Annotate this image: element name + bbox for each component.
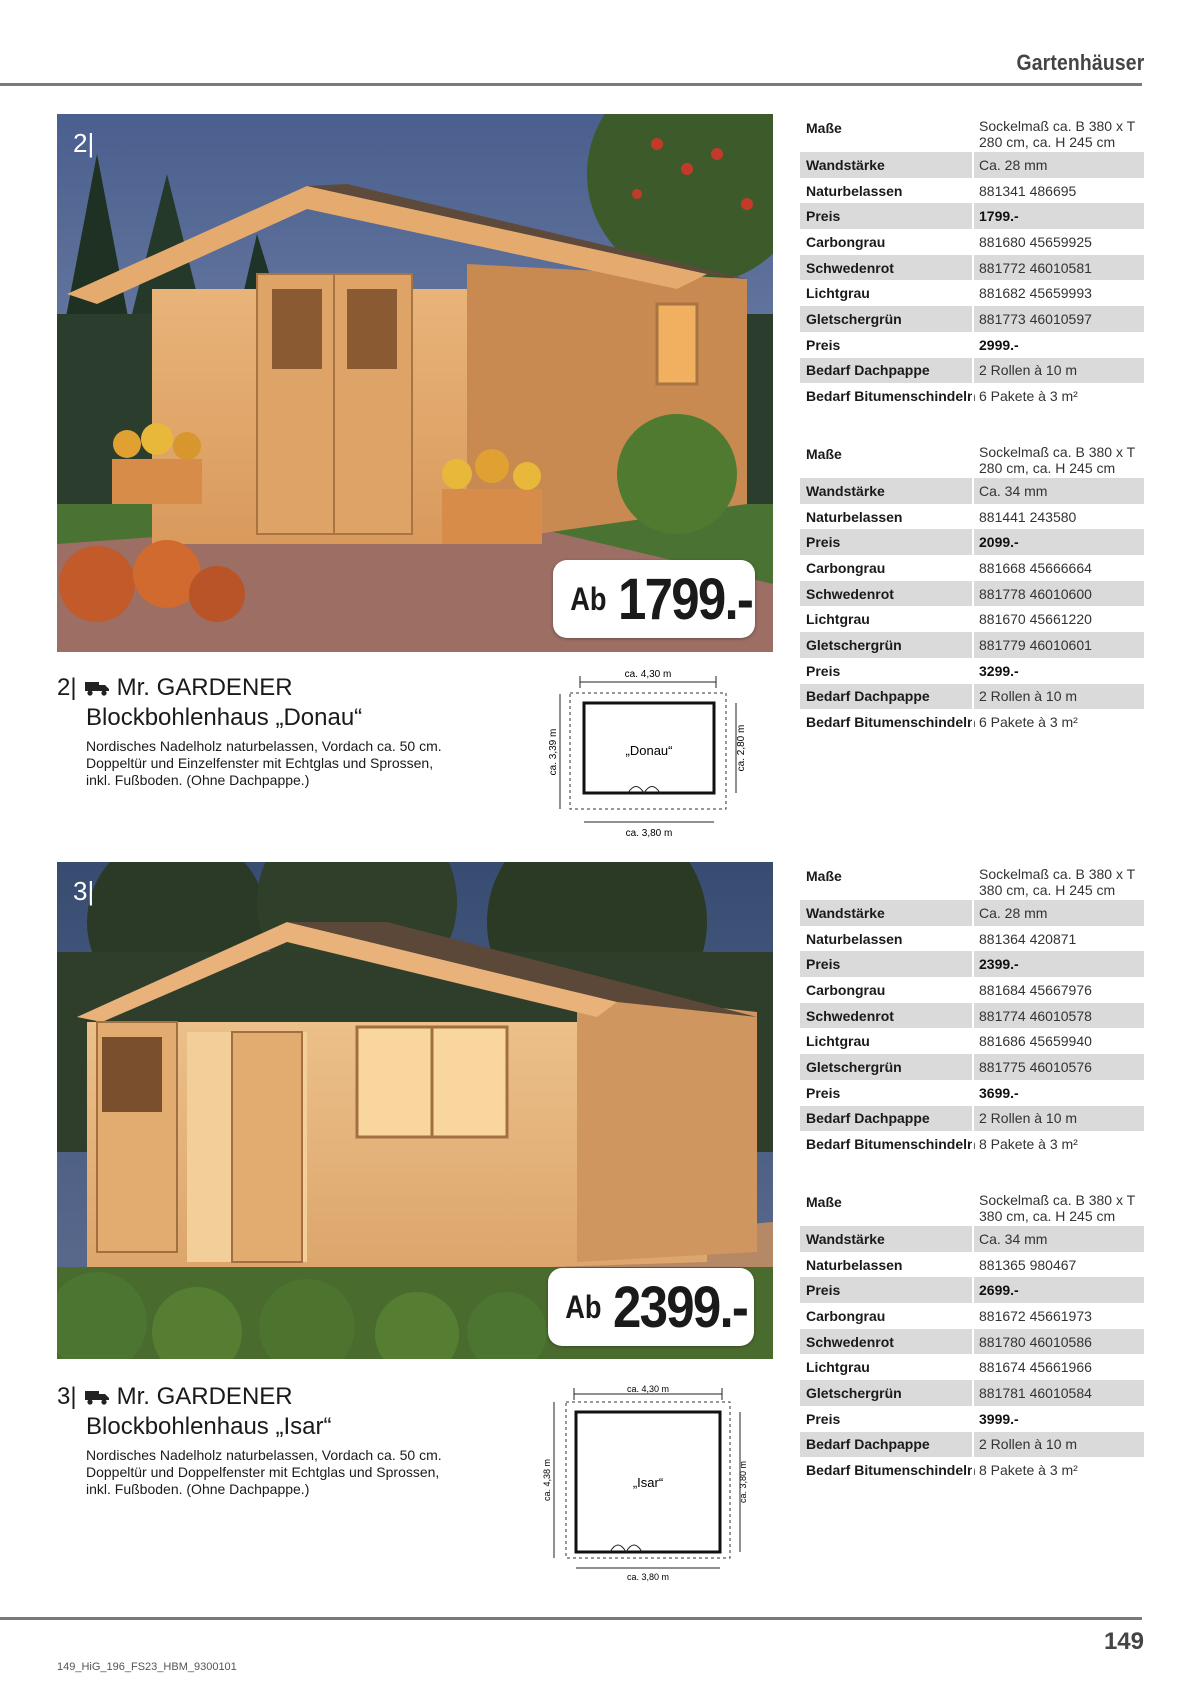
spec-row: [800, 1303, 1144, 1329]
plan-dimension-top: ca. 4,30 m: [626, 1384, 670, 1394]
spec-row: [800, 1226, 1144, 1252]
spec-value: Sockelmaß ca. B 380 x T 280 cm, ca. H 245 cm: [972, 116, 1144, 152]
spec-label: Preis: [806, 208, 841, 225]
spec-value: 3299.-: [972, 658, 1144, 684]
price-prefix: Ab: [565, 1288, 602, 1325]
plan-label: „Isar“: [632, 1475, 664, 1490]
spec-row: [800, 255, 1144, 281]
spec-row: [800, 332, 1144, 358]
spec-row: [800, 684, 1144, 710]
spec-row: [800, 152, 1144, 178]
spec-label: Naturbelassen: [806, 930, 903, 947]
spec-row: [800, 306, 1144, 332]
spec-value: 881668 45666664: [972, 555, 1144, 581]
spec-label: Lichtgrau: [806, 1033, 870, 1050]
product-brand: Mr. GARDENER: [116, 1383, 293, 1410]
spec-row: [800, 709, 1144, 735]
spec-value: 6 Pakete à 3 m²: [972, 709, 1144, 735]
spec-value: 881686 45659940: [972, 1028, 1144, 1054]
price-prefix: Ab: [570, 580, 607, 617]
spec-row: [800, 280, 1144, 306]
spec-value: 881780 46010586: [972, 1329, 1144, 1355]
price-amount: 2399.-: [612, 1274, 747, 1340]
spec-row: [800, 1003, 1144, 1029]
spec-label: Bedarf Bitumenschindeln: [806, 1136, 976, 1153]
product-heading-isar: [57, 1383, 446, 1498]
spec-label: Gletschergrün: [806, 1384, 902, 1401]
product-description: Nordisches Nadelholz naturbelassen, Vordach ca. 50 cm. Doppeltür und Einzelfenster mit Echtglas und Sprossen, inkl. Fußboden. (Ohne Dachpappe.): [86, 738, 442, 788]
spec-value: Sockelmaß ca. B 380 x T 380 cm, ca. H 245 cm: [972, 864, 1144, 900]
spec-row: [800, 1380, 1144, 1406]
spec-label: Bedarf Bitumenschindeln: [806, 1462, 976, 1479]
spec-label: Bedarf Dachpappe: [806, 688, 930, 705]
plan-dimension-left: ca. 3,39 m: [548, 728, 559, 776]
spec-label: Maße: [806, 120, 842, 136]
price-badge-donau: [553, 560, 755, 638]
photo-number: 2|: [73, 128, 95, 158]
spec-value: 881781 46010584: [972, 1380, 1144, 1406]
spec-label: Bedarf Dachpappe: [806, 362, 930, 379]
spec-label: Naturbelassen: [806, 182, 903, 199]
spec-row: [800, 1054, 1144, 1080]
spec-value: 881680 45659925: [972, 229, 1144, 255]
price-amount: 1799.-: [617, 566, 752, 632]
spec-value: 881341 486695: [972, 178, 1144, 204]
spec-label: Preis: [806, 336, 841, 353]
spec-label: Wandstärke: [806, 156, 885, 173]
product-name: Blockbohlenhaus „Donau“: [86, 704, 363, 731]
spec-row: [800, 383, 1144, 409]
spec-label: Schwedenrot: [806, 1333, 894, 1350]
spec-value: 881672 45661973: [972, 1303, 1144, 1329]
footer-divider: [0, 1617, 1142, 1620]
spec-row: [800, 1190, 1144, 1226]
spec-value: 881365 980467: [972, 1252, 1144, 1278]
footer-code: 149_HiG_196_FS23_HBM_9300101: [57, 1661, 237, 1673]
spec-label: Preis: [806, 534, 841, 551]
spec-label: Lichtgrau: [806, 611, 870, 628]
spec-label: Carbongrau: [806, 1307, 886, 1324]
spec-row: [800, 1252, 1144, 1278]
product-heading-donau: [57, 674, 446, 789]
spec-value: 881779 46010601: [972, 632, 1144, 658]
spec-value: 3699.-: [972, 1080, 1144, 1106]
spec-label: Bedarf Bitumenschindeln: [806, 388, 976, 405]
spec-label: Maße: [806, 868, 842, 884]
spec-row: [800, 478, 1144, 504]
spec-value: 881772 46010581: [972, 255, 1144, 281]
spec-row: [800, 900, 1144, 926]
spec-row: [800, 504, 1144, 530]
floor-plan-isar: [540, 1382, 756, 1584]
spec-value: 2 Rollen à 10 m: [972, 358, 1144, 384]
spec-label: Carbongrau: [806, 559, 886, 576]
spec-label: Lichtgrau: [806, 285, 870, 302]
spec-label: Bedarf Dachpappe: [806, 1110, 930, 1127]
spec-label: Schwedenrot: [806, 259, 894, 276]
spec-label: Gletschergrün: [806, 636, 902, 653]
spec-row: [800, 1457, 1144, 1483]
plan-dimension-right: ca. 2,80 m: [736, 724, 747, 772]
delivery-truck-icon: [85, 1389, 109, 1405]
spec-row: [800, 658, 1144, 684]
spec-label: Gletschergrün: [806, 1058, 902, 1075]
spec-label: Naturbelassen: [806, 508, 903, 525]
spec-value: 881441 243580: [972, 504, 1144, 530]
spec-label: Preis: [806, 662, 841, 679]
spec-value: 1799.-: [972, 203, 1144, 229]
spec-value: Sockelmaß ca. B 380 x T 380 cm, ca. H 245 cm: [972, 1190, 1144, 1226]
spec-label: Preis: [806, 1084, 841, 1101]
plan-dimension-bottom: ca. 3,80 m: [626, 1572, 670, 1582]
spec-value: 881674 45661966: [972, 1354, 1144, 1380]
spec-value: 881364 420871: [972, 926, 1144, 952]
spec-row: [800, 632, 1144, 658]
spec-row: [800, 116, 1144, 152]
spec-row: [800, 951, 1144, 977]
spec-value: Sockelmaß ca. B 380 x T 280 cm, ca. H 245 cm: [972, 442, 1144, 478]
spec-label: Bedarf Bitumenschindeln: [806, 714, 976, 731]
spec-value: 8 Pakete à 3 m²: [972, 1457, 1144, 1483]
spec-row: [800, 1028, 1144, 1054]
spec-row: [800, 864, 1144, 900]
spec-value: 881775 46010576: [972, 1054, 1144, 1080]
spec-label: Naturbelassen: [806, 1256, 903, 1273]
spec-table: [800, 442, 1144, 735]
spec-value: Ca. 28 mm: [972, 152, 1144, 178]
spec-row: [800, 178, 1144, 204]
spec-row: [800, 442, 1144, 478]
spec-value: 2699.-: [972, 1277, 1144, 1303]
page-title: Gartenhäuser: [1015, 50, 1144, 75]
spec-label: Bedarf Dachpappe: [806, 1436, 930, 1453]
spec-label: Preis: [806, 1282, 841, 1299]
delivery-truck-icon: [85, 680, 109, 696]
plan-dimension-bottom: ca. 3,80 m: [625, 828, 673, 839]
spec-row: [800, 1080, 1144, 1106]
spec-label: Schwedenrot: [806, 585, 894, 602]
spec-value: 6 Pakete à 3 m²: [972, 383, 1144, 409]
spec-label: Carbongrau: [806, 981, 886, 998]
spec-value: 881682 45659993: [972, 280, 1144, 306]
spec-row: [800, 203, 1144, 229]
spec-label: Carbongrau: [806, 233, 886, 250]
price-badge-isar: [548, 1268, 754, 1346]
spec-value: 2399.-: [972, 951, 1144, 977]
spec-row: [800, 606, 1144, 632]
spec-label: Wandstärke: [806, 1230, 885, 1247]
spec-label: Gletschergrün: [806, 310, 902, 327]
spec-row: [800, 229, 1144, 255]
product-brand: Mr. GARDENER: [116, 674, 293, 701]
spec-value: 881774 46010578: [972, 1003, 1144, 1029]
spec-label: Wandstärke: [806, 904, 885, 921]
spec-value: 881773 46010597: [972, 306, 1144, 332]
spec-label: Maße: [806, 1194, 842, 1210]
spec-value: 2 Rollen à 10 m: [972, 1432, 1144, 1458]
spec-row: [800, 1329, 1144, 1355]
spec-row: [800, 358, 1144, 384]
page-number: 149: [1103, 1628, 1144, 1655]
spec-table: [800, 864, 1144, 1157]
spec-row: [800, 529, 1144, 555]
header-divider: [0, 83, 1142, 86]
spec-row: [800, 1354, 1144, 1380]
plan-dimension-right: ca. 3,80 m: [738, 1460, 748, 1504]
spec-label: Preis: [806, 956, 841, 973]
spec-row: [800, 555, 1144, 581]
product-description: Nordisches Nadelholz naturbelassen, Vordach ca. 50 cm. Doppeltür und Doppelfenster mit Echtglas und Sprossen, inkl. Fußboden. (Ohne Dachpappe.): [86, 1447, 442, 1497]
plan-dimension-left: ca. 4,38 m: [542, 1458, 552, 1502]
spec-row: [800, 1131, 1144, 1157]
spec-value: 3999.-: [972, 1406, 1144, 1432]
spec-label: Maße: [806, 446, 842, 462]
spec-value: 881684 45667976: [972, 977, 1144, 1003]
spec-row: [800, 1277, 1144, 1303]
spec-value: 2 Rollen à 10 m: [972, 1106, 1144, 1132]
spec-label: Preis: [806, 1410, 841, 1427]
spec-row: [800, 1406, 1144, 1432]
spec-row: [800, 1106, 1144, 1132]
plan-dimension-top: ca. 4,30 m: [624, 669, 672, 680]
spec-value: Ca. 28 mm: [972, 900, 1144, 926]
spec-value: 881778 46010600: [972, 581, 1144, 607]
spec-table: [800, 116, 1144, 409]
spec-label: Wandstärke: [806, 482, 885, 499]
spec-label: Lichtgrau: [806, 1359, 870, 1376]
product-number: 3|: [57, 1383, 77, 1410]
spec-value: 2 Rollen à 10 m: [972, 684, 1144, 710]
spec-value: 881670 45661220: [972, 606, 1144, 632]
spec-row: [800, 1432, 1144, 1458]
spec-table: [800, 1190, 1144, 1483]
spec-value: 2099.-: [972, 529, 1144, 555]
spec-row: [800, 926, 1144, 952]
spec-value: 2999.-: [972, 332, 1144, 358]
spec-row: [800, 977, 1144, 1003]
spec-label: Schwedenrot: [806, 1007, 894, 1024]
photo-number: 3|: [73, 876, 95, 906]
product-number: 2|: [57, 674, 77, 701]
spec-value: 8 Pakete à 3 m²: [972, 1131, 1144, 1157]
floor-plan-donau: [540, 666, 755, 842]
plan-label: „Donau“: [625, 743, 673, 758]
product-name: Blockbohlenhaus „Isar“: [86, 1413, 332, 1440]
spec-value: Ca. 34 mm: [972, 478, 1144, 504]
spec-value: Ca. 34 mm: [972, 1226, 1144, 1252]
spec-row: [800, 581, 1144, 607]
